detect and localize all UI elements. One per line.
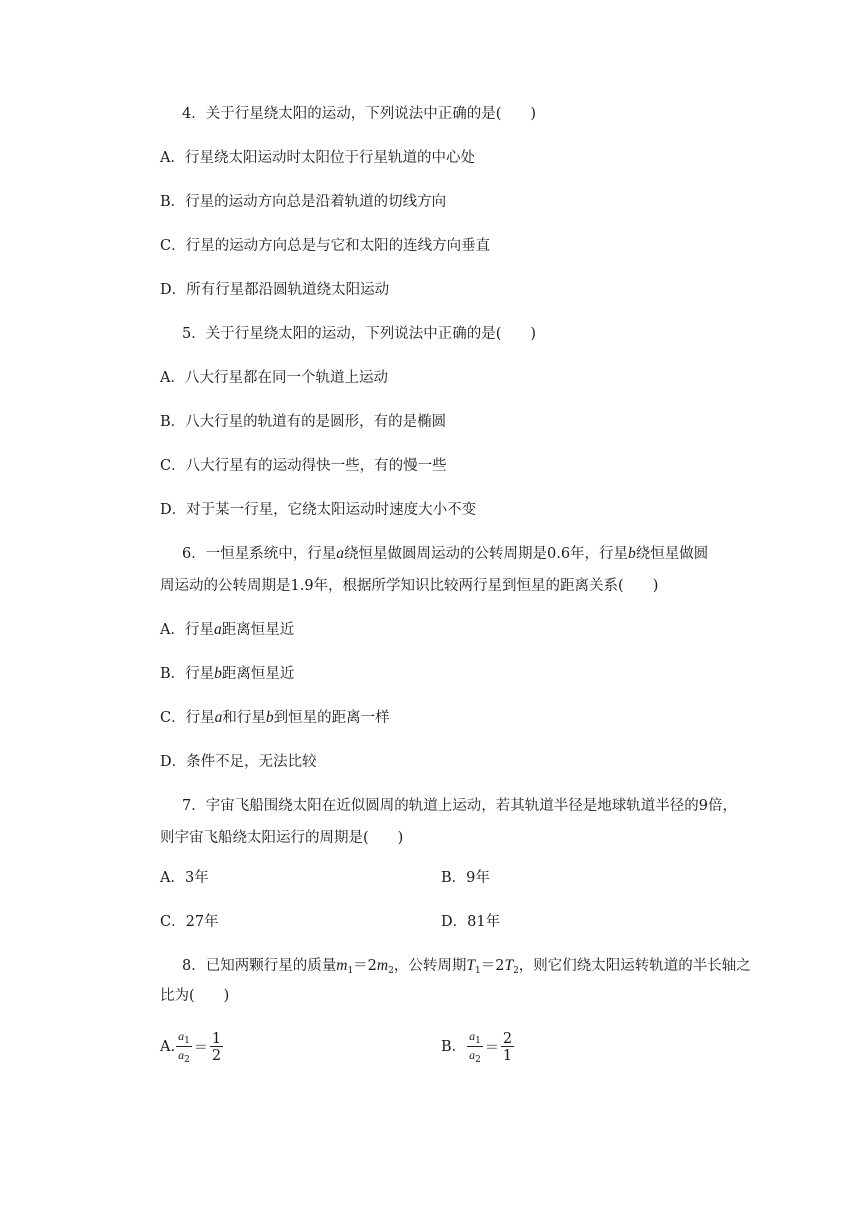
q8-stem-line1: 8．已知两颗行星的质量$m_1=2m_2$，公转周期$T_1=2T_2$，则它们绕太阳运转轨道的半长轴之 — [182, 957, 751, 976]
q6-stem-line2: 周运动的公转周期是1.9年，根据所学知识比较两行星到恒星的距离关系( ) — [160, 578, 659, 594]
fraction-a1-a2: $\frac{a_1}{a_2}$ — [469, 1029, 481, 1065]
fraction-a1-a2: $\frac{a_1}{a_2}$ — [178, 1029, 190, 1065]
q7-stem-line2: 则宇宙飞船绕太阳运行的周期是( ) — [160, 830, 404, 846]
q6-option-c: C．行星a和行星b到恒星的距离一样 — [160, 709, 390, 726]
q6-option-b: B．行星b距离恒星近 — [160, 665, 295, 682]
q8-stem-line2: 比为( ) — [160, 988, 230, 1004]
fraction-two-over-one: $\frac{2}{1}$ — [502, 1030, 513, 1064]
q5-option-a: A．八大行星都在同一个轨道上运动 — [160, 370, 388, 386]
q8-option-b: B． $\frac{a_1}{a_2}$ ＝ $\frac{2}{1}$ — [441, 1029, 513, 1065]
q4-option-a: A．行星绕太阳运动时太阳位于行星轨道的中心处 — [160, 150, 475, 166]
q7-option-b: B．9年 — [441, 870, 490, 886]
q6-stem-line1: 6．一恒星系统中，行星a绕恒星做圆周运动的公转周期是0.6年，行星b绕恒星做圆 — [182, 545, 709, 562]
q7-stem-line1: 7．宇宙飞船围绕太阳在近似圆周的轨道上运动，若其轨道半径是地球轨道半径的9倍， — [182, 798, 737, 814]
q7-option-d: D．81年 — [441, 914, 501, 930]
q6-option-d: D．条件不足，无法比较 — [160, 754, 317, 770]
q4-option-c: C．行星的运动方向总是与它和太阳的连线方向垂直 — [160, 238, 491, 254]
q5-option-d: D．对于某一行星，它绕太阳运动时速度大小不变 — [160, 502, 477, 518]
q4-option-d: D．所有行星都沿圆轨道绕太阳运动 — [160, 282, 390, 298]
q5-stem: 5．关于行星绕太阳的运动，下列说法中正确的是( ) — [182, 326, 537, 342]
q8-option-a: A. $\frac{a_1}{a_2}$ ＝ $\frac{1}{2}$ — [160, 1029, 222, 1065]
q5-option-b: B．八大行星的轨道有的是圆形，有的是椭圆 — [160, 414, 447, 430]
q4-stem: 4．关于行星绕太阳的运动，下列说法中正确的是( ) — [182, 106, 537, 122]
q5-option-c: C．八大行星有的运动得快一些，有的慢一些 — [160, 458, 447, 474]
q4-option-b: B．行星的运动方向总是沿着轨道的切线方向 — [160, 194, 447, 210]
fraction-one-half: $\frac{1}{2}$ — [211, 1030, 222, 1064]
q7-option-c: C．27年 — [160, 914, 219, 930]
q7-option-a: A．3年 — [160, 870, 209, 886]
q6-option-a: A．行星a距离恒星近 — [160, 621, 295, 638]
